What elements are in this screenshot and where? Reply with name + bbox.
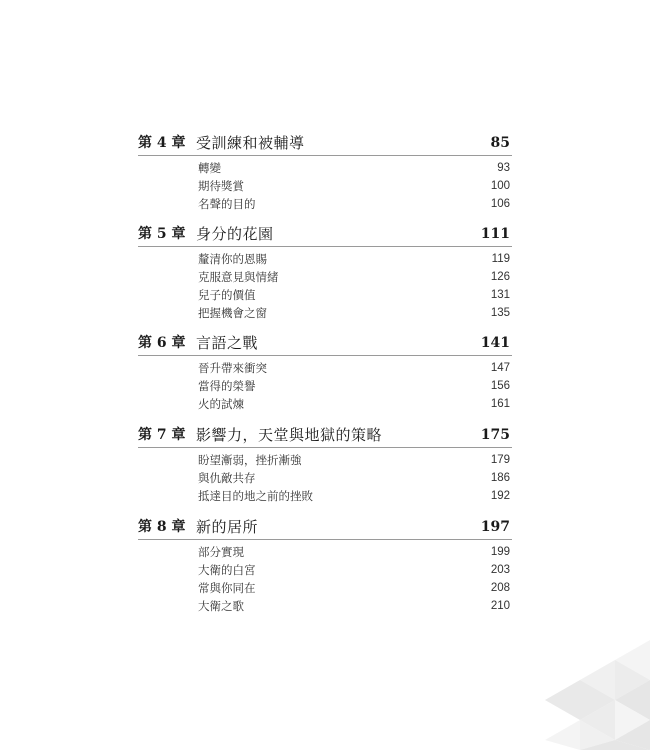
section-entry — [196, 579, 512, 598]
section-page-number: 186 — [490, 472, 510, 484]
chapter-divider — [138, 355, 512, 356]
section-title: 轉變 — [198, 161, 221, 175]
section-entry — [196, 304, 512, 323]
section-entry — [196, 451, 512, 470]
section-title: 大衛的白宮 — [198, 563, 256, 577]
section-page-number: 131 — [490, 289, 510, 301]
section-entry — [196, 286, 512, 305]
chapter-page-number: 175 — [480, 427, 510, 443]
section-page-number: 161 — [490, 398, 510, 410]
section-entry — [196, 268, 512, 287]
section-page-number: 203 — [490, 564, 510, 576]
chapter-title: 身分的花園 — [196, 225, 274, 243]
chapter-divider — [138, 246, 512, 247]
section-page-number: 135 — [490, 307, 510, 319]
section-page-number: 210 — [490, 600, 510, 612]
deco-triangle — [545, 720, 580, 750]
section-title: 晉升帶來衝突 — [198, 361, 267, 375]
section-page-number: 179 — [490, 454, 510, 466]
deco-triangle — [545, 680, 580, 720]
section-title: 大衛之歌 — [198, 599, 244, 613]
section-title: 期待獎賞 — [198, 179, 244, 193]
chapter-title: 受訓練和被輔導 — [196, 134, 305, 152]
section-page-number: 208 — [490, 582, 510, 594]
chapter-page-number: 111 — [480, 226, 510, 242]
chapter-heading — [138, 422, 512, 448]
section-page-number: 147 — [490, 362, 510, 374]
corner-triangle-pattern — [540, 640, 650, 750]
section-page-number: 119 — [491, 253, 510, 265]
chapter-page-number: 141 — [480, 335, 510, 351]
section-title: 抵達目的地之前的挫敗 — [198, 489, 313, 503]
section-title: 克服意見與情緒 — [198, 270, 279, 284]
section-title: 當得的榮譽 — [198, 379, 256, 393]
section-page-number: 156 — [490, 380, 510, 392]
section-page-number: 106 — [490, 198, 510, 210]
chapter-divider — [138, 539, 512, 540]
chapter-page-number: 197 — [480, 519, 510, 535]
section-title: 與仇敵共存 — [198, 471, 256, 485]
section-title: 兒子的價值 — [198, 288, 256, 302]
chapter-number: 第 8 章 — [138, 519, 186, 535]
section-title: 火的試煉 — [198, 397, 244, 411]
section-page-number: 93 — [497, 162, 510, 174]
chapter-number: 第 5 章 — [138, 226, 186, 242]
section-page-number: 126 — [490, 271, 510, 283]
section-title: 盼望漸弱，挫折漸強 — [198, 453, 302, 467]
chapter-title: 言語之戰 — [196, 334, 259, 352]
section-entry — [196, 250, 512, 269]
chapter-number: 第 7 章 — [138, 427, 186, 443]
chapter-divider — [138, 155, 512, 156]
section-entry — [196, 377, 512, 396]
section-entry — [196, 395, 512, 414]
section-entry — [196, 487, 512, 506]
section-title: 部分實現 — [198, 545, 244, 559]
section-title: 釐清你的恩賜 — [198, 252, 267, 266]
section-title: 常與你同在 — [198, 581, 256, 595]
chapter-number: 第 4 章 — [138, 135, 186, 151]
section-page-number: 192 — [490, 490, 510, 502]
chapter-page-number: 85 — [490, 135, 510, 151]
chapter-title: 影響力，天堂與地獄的策略 — [196, 426, 383, 444]
chapter-heading — [138, 514, 512, 540]
section-entry — [196, 543, 512, 562]
chapter-heading — [138, 330, 512, 356]
chapter-heading — [138, 221, 512, 247]
chapter-heading — [138, 130, 512, 156]
section-entry — [196, 177, 512, 196]
section-entry — [196, 159, 512, 178]
section-page-number: 199 — [490, 546, 510, 558]
chapter-number: 第 6 章 — [138, 335, 186, 351]
section-page-number: 100 — [490, 180, 510, 192]
section-entry — [196, 195, 512, 214]
section-entry — [196, 597, 512, 616]
section-entry — [196, 469, 512, 488]
section-title: 名聲的目的 — [198, 197, 256, 211]
section-title: 把握機會之窗 — [198, 306, 267, 320]
section-entry — [196, 561, 512, 580]
section-entry — [196, 359, 512, 378]
chapter-divider — [138, 447, 512, 448]
chapter-title: 新的居所 — [196, 518, 259, 536]
